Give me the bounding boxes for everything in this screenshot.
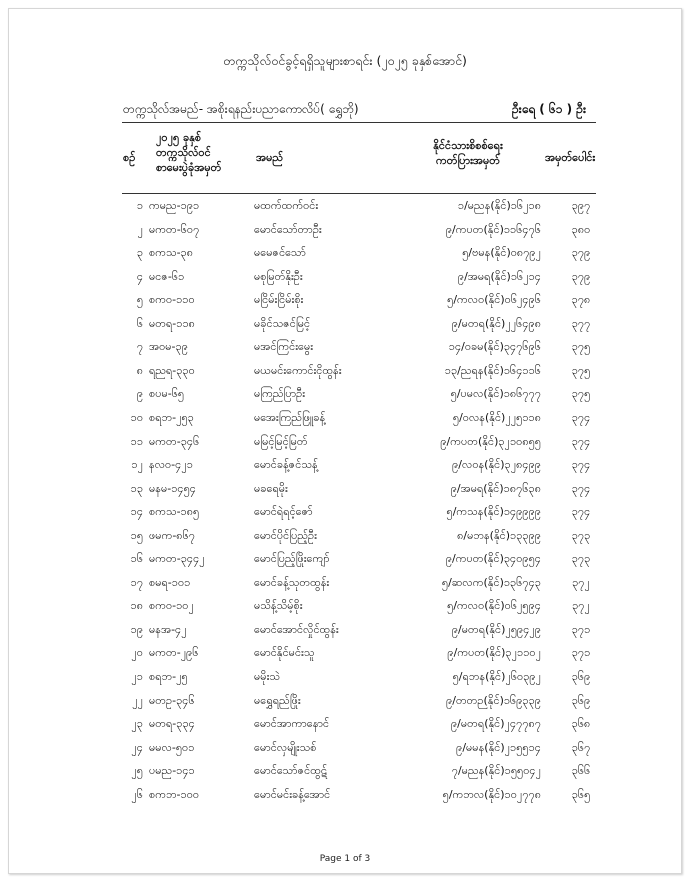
table-row (9, 242, 681, 266)
header-bottom-rule (122, 193, 596, 194)
table-row (9, 690, 681, 714)
row-number: ၂၄ (131, 740, 143, 754)
student-name: မောင်သော်တာဦး (254, 222, 322, 236)
nrc-number: ၅/ကလဝ(နိုင်)၀၆၂၅၉၄ (447, 599, 541, 613)
student-name: မမြင့်မြင့်မြတ် (254, 434, 308, 448)
total-marks: ၃၇၂ (572, 599, 590, 613)
student-name: မခရေမိုး (254, 481, 288, 495)
nrc-number: ၉/မမန(နိုင်)၂၁၅၅၁၄ (456, 740, 541, 754)
table-row (9, 478, 681, 502)
row-number: ၂၂ (132, 693, 143, 707)
exam-number: မကတ-၃၄၄၂ (149, 552, 205, 566)
table-row (9, 784, 681, 808)
student-name: မောင်သော်ဇင်ထွဋ် (254, 764, 327, 778)
total-marks: ၃၈၀ (571, 222, 591, 236)
table-row (9, 195, 681, 219)
row-number: ၅ (136, 293, 143, 307)
nrc-number: ၅/ကဘလ(နိုင်)၁၀၂၇၇၈ (442, 787, 541, 801)
total-marks: ၃၇၁ (571, 622, 591, 636)
student-name: မရွှေရည်ဖြိုး (254, 693, 301, 707)
student-name: မမေဇင်သော် (254, 246, 306, 260)
nrc-number: ၉/တတဉ(နိုင်)၁၆၉၃၃၉ (446, 693, 541, 707)
total-marks: ၃၇၄ (571, 458, 591, 472)
total-marks: ၃၇၉ (571, 269, 591, 283)
row-number: ၁၂ (131, 458, 143, 472)
exam-number: ရညရ-၃၃၀ (149, 363, 195, 377)
nrc-number: ၉/ကပတ(နိုင်)၃၄၀၉၅၄ (445, 552, 541, 566)
exam-number: စရဘ-၂၅ (149, 670, 188, 683)
exam-number: မကတ-၃၄၆ (149, 434, 200, 448)
total-marks: ၃၆၆ (571, 764, 591, 778)
table-row (9, 336, 681, 360)
header-top-rule (122, 122, 596, 123)
total-marks: ၃၆၇ (571, 740, 591, 754)
total-marks: ၃၇၉ (571, 246, 591, 260)
row-number: ၁၀ (130, 410, 143, 424)
exam-number: အဝမ-၃၉ (149, 340, 188, 354)
nrc-number: ၁၃/ညရန(နိုင်)၁၆၄၁၁၆ (444, 363, 541, 377)
table-row (9, 266, 681, 290)
row-number: ၂၅ (131, 764, 143, 778)
nrc-number: ၉/မတရ(နိုင်)၂၂၆၄၉၈ (451, 316, 541, 330)
nrc-number: ၉/ကပတ(နိုင်)၃၂၁၀၈၅၅ (440, 434, 541, 448)
row-number: ၁၉ (130, 622, 143, 636)
row-number: ၂၃ (131, 717, 143, 731)
row-number: ၃ (136, 246, 143, 260)
nrc-number: ၉/ကပတ(နိုင်)၁၁၆၄၇၆ (445, 222, 541, 236)
table-row (9, 713, 681, 737)
total-marks: ၃၆၈ (571, 717, 591, 731)
header-exam-no: ၂၀၂၅ ခုနှစ် တက္ကသိုလ်ဝင် စာမေးပွဲခုံအမှတ် (156, 131, 222, 174)
row-number: ၇ (136, 340, 143, 354)
student-name: မထက်ထက်ဝင်း (254, 199, 319, 212)
row-number: ၆ (136, 316, 143, 330)
total-marks: ၃၇၅ (571, 363, 591, 377)
student-name: မောင်နိုင်မင်းသူ (254, 646, 315, 660)
row-number: ၁၃ (130, 481, 143, 495)
nrc-number: ၅/ရဘန(နိုင်)၂၆၀၃၉၂ (452, 670, 541, 683)
student-name: မောင်အာကာနောင် (254, 717, 330, 731)
total-marks: ၃၇၄ (571, 481, 591, 495)
nrc-number: ၅/ကလဝ(နိုင်)၀၆၂၄၉၆ (447, 293, 541, 307)
row-number: ၁၄ (130, 505, 143, 519)
nrc-number: ၉/အမရ(နိုင်)၁၈၇၆၃၈ (450, 481, 541, 495)
student-name: မသိန့်သိမ့်စိုး (254, 599, 303, 613)
exam-number: စရဘ-၂၅၃ (149, 410, 194, 424)
table-row (9, 548, 681, 572)
row-number: ၁၈ (130, 599, 143, 613)
exam-number: မနအ-၄၂ (149, 622, 187, 636)
exam-number: နလဝ-၄၂၁ (149, 458, 193, 472)
table-row (9, 666, 681, 690)
student-name: မခိုင်သဇင်မြင့် (254, 316, 311, 330)
nrc-number: ၅/ဝလန(နိုင်)၂၂၅၁၁၈ (452, 410, 541, 424)
page-number: Page 1 of 3 (319, 854, 371, 864)
student-name: မောင်ရဲရင့်ဇော် (254, 505, 313, 519)
exam-number: စကဝ-၁၀၂ (149, 599, 194, 613)
row-number: ၁ (136, 199, 143, 212)
university-name: တက္ကသိုလ်အမည်- အစိုးရနည်းပညာကောလိပ်( ရွှေဘို) (123, 102, 359, 116)
total-marks: ၃၇၄ (571, 434, 591, 448)
nrc-number: ၈/မဘန(နိုင်)၁၃၃၉၉ (457, 528, 541, 542)
total-marks: ၃၇၂ (572, 575, 590, 589)
exam-number: စကဘ-၁၀၀ (149, 787, 200, 801)
header-name: အမည် (256, 151, 284, 164)
student-name: မစုမြတ်နိုးဦး (254, 269, 303, 283)
table-row (9, 737, 681, 761)
student-name: မောင်ပိုင်ပြည့်ဦး (254, 528, 317, 542)
total-marks: ၃၇၃ (571, 552, 591, 566)
nrc-number: ၁၄/ဝခမ(နိုင်)၃၄၇၆၉၆ (448, 340, 541, 354)
student-name: မောင်ပြည့်ဖြိုးကျော် (254, 552, 330, 566)
exam-number: မကတ-၆၀၇ (149, 222, 200, 236)
exam-number: မတရ-၃၃၄ (149, 717, 195, 731)
table-row (9, 383, 681, 407)
table-row (9, 595, 681, 619)
exam-number: စပမ-၆၅ (149, 387, 185, 401)
exam-number: ပမည-၁၄၁ (149, 764, 195, 778)
exam-number: မနမ-၁၄၅၄ (149, 481, 196, 495)
student-count: ဦးရေ ( ၆၁ ) ဦး (512, 102, 586, 116)
nrc-number: ၅/ပမလ(နိုင်)၁၈၆၇၇၇ (450, 387, 541, 401)
table-row (9, 760, 681, 784)
table-row (9, 313, 681, 337)
nrc-number: ၉/အမရ(နိုင်)၁၆၂၁၄ (457, 269, 541, 283)
row-number: ၁၆ (130, 552, 143, 566)
total-marks: ၃၇၁ (571, 646, 591, 660)
student-name: မမိုးသဲ (254, 670, 280, 683)
row-number: ၁၁ (130, 434, 143, 448)
student-name: မောင်ခန့်ဇင်သန့် (254, 458, 318, 472)
table-row (9, 289, 681, 313)
exam-number: မကတ-၂၉၆ (149, 646, 199, 660)
total-marks: ၃၇၈ (571, 293, 591, 307)
nrc-number: ၅/ဗမန(နိုင်)၀၈၇၉၂ (462, 246, 541, 260)
student-name: မငြိမ်းငြိမ်းစိုး (254, 293, 304, 307)
exam-number: ကမည-၁၉၁ (149, 199, 200, 212)
row-number: ၂ (137, 222, 143, 236)
row-number: ၁၇ (130, 575, 143, 589)
student-name: မအေးကြည်ဖြူခန့် (254, 410, 326, 424)
table-row (9, 407, 681, 431)
nrc-number: ၉/မတရ(နိုင်)၂၅၉၄၂၉ (451, 622, 541, 636)
nrc-number: ၉/လဝန(နိုင်)၃၂၈၄၉၉ (452, 458, 541, 472)
row-number: ၈ (136, 363, 143, 377)
exam-number: မငဇ-၆၁ (149, 269, 185, 283)
table-row (9, 501, 681, 525)
nrc-number: ၉/ကပတ(နိုင်)၃၂၁၁၀၂ (447, 646, 541, 660)
document-title: တက္ကသိုလ်ဝင်ခွင့်ရရှိသူများစာရင်း (၂၀၂၅ ခုနှစ်အောင်) (223, 53, 467, 68)
exam-number: စကသ-၃၈ (149, 246, 194, 260)
total-marks: ၃၇၄ (571, 505, 591, 519)
total-marks: ၃၆၉ (571, 693, 591, 707)
nrc-number: ၁/မညန(နိုင်)၁၆၂၁၈ (457, 199, 541, 212)
table-row (9, 219, 681, 243)
row-number: ၂၁ (131, 670, 143, 683)
nrc-number: ၅/ဆလက(နိုင်)၁၃၆၇၄၃ (441, 575, 541, 589)
exam-number: မတဥ-၃၄၆ (149, 693, 195, 707)
exam-number: ဖမက-၈၆၇ (149, 528, 195, 542)
row-number: ၄ (136, 269, 143, 283)
exam-number: မတရ-၁၁၈ (149, 316, 195, 330)
total-marks: ၃၆၉ (571, 670, 591, 683)
nrc-number: ၉/မတရ(နိုင်)၂၄၇၇၈၇ (450, 717, 541, 731)
table-row (9, 431, 681, 455)
row-number: ၂၀ (131, 646, 143, 660)
table-row (9, 454, 681, 478)
total-marks: ၃၉၇ (571, 199, 591, 212)
row-number: ၁၅ (130, 528, 143, 542)
header-no: စဉ် (123, 151, 136, 164)
exam-number: စကဝ-၁၁၀ (149, 293, 195, 307)
student-name: မအင်ကြင်းမွေး (254, 340, 314, 354)
student-name: မောင်ခန့်သုတထွန်း (254, 575, 330, 589)
total-marks: ၃၇၄ (571, 410, 591, 424)
exam-number: မမလ-၅၀၁ (149, 740, 195, 754)
table-row (9, 572, 681, 596)
row-number: ၂၆ (131, 787, 143, 801)
nrc-number: ၇/မညန(နိုင်)၁၅၅၀၄၂ (451, 764, 541, 778)
exam-number: စကသ-၁၈၅ (149, 505, 200, 519)
row-number: ၉ (136, 387, 143, 401)
student-name: မကြည်ပြာဦး (254, 387, 306, 401)
table-row (9, 619, 681, 643)
document-page (8, 8, 682, 874)
table-row (9, 642, 681, 666)
student-name: မောင်မင်းခန့်အောင် (254, 787, 331, 801)
student-name: မောင်အောင်လှိုင်ထွန်း (254, 622, 339, 636)
exam-number: စမရ-၁၀၁ (149, 575, 191, 589)
table-row (9, 360, 681, 384)
header-nrc: နိုင်ငံသားစိစစ်ရေး ကတ်ပြားအမှတ် (433, 139, 503, 167)
total-marks: ၃၇၅ (571, 340, 591, 354)
header-marks: အမှတ်ပေါင်း (545, 151, 596, 164)
total-marks: ၃၇၅ (571, 387, 591, 401)
student-name: မယမင်းကောင်းငိုထွန်း (254, 363, 342, 377)
nrc-number: ၅/ကသန(နိုင်)၁၄၉၉၉၉ (446, 505, 541, 519)
table-row (9, 525, 681, 549)
total-marks: ၃၇၇ (571, 316, 591, 330)
total-marks: ၃၆၅ (571, 787, 591, 801)
total-marks: ၃၇၃ (571, 528, 591, 542)
student-name: မောင်လှမျိုးသစ် (254, 740, 317, 754)
